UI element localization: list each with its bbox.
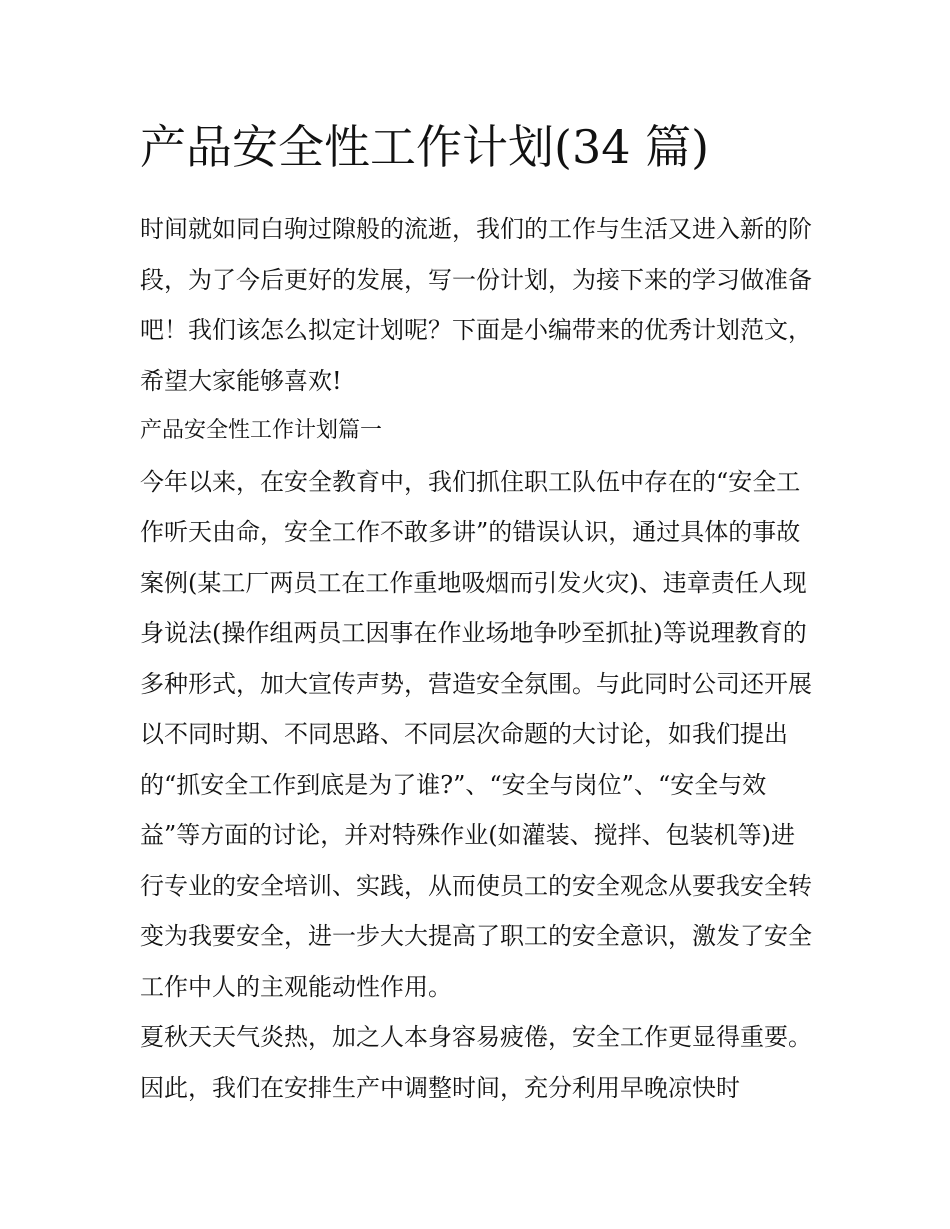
body-paragraph-2: 夏秋天天气炎热，加之人本身容易疲倦，安全工作更显得重要。因此，我们在安排生产中调整时间，充分利用早晚凉快时 (140, 1023, 812, 1102)
body-paragraph-1: 今年以来，在安全教育中，我们抓住职工队伍中存在的“安全工作听天由命，安全工作不敢多讲”的错误认识，通过具体的事故案例(某工厂两员工在工作重地吸烟而引发火灾)、违章责任人现身说法(操作组两员工因事在作业场地争吵至抓扯)等说理教育的多种形式，加大宣传声势，营造安全氛围。与此同时公司还开展以不同时期、不同思路、不同层次命题的大讨论，如我们提出的“抓安全工作到底是为了谁?”、“安全与岗位”、“安全与效益”等方面的讨论，并对特殊作业(如灌装、搅拌、包装机等)进行专业的安全培训、实践，从而使员工的安全观念从要我安全转变为我要安全，进一步大大提高了职工的安全意识，激发了安全工作中人的主观能动性作用。 (140, 467, 812, 1001)
document-title: 产品安全性工作计划(34 篇) (140, 120, 710, 174)
section-heading: 产品安全性工作计划篇一 (140, 418, 383, 443)
intro-paragraph: 时间就如同白驹过隙般的流逝，我们的工作与生活又进入新的阶段，为了今后更好的发展，写一份计划，为接下来的学习做准备吧！我们该怎么拟定计划呢？下面是小编带来的优秀计划范文，希望大家能够喜欢! (140, 215, 812, 395)
document-content (140, 112, 815, 1113)
